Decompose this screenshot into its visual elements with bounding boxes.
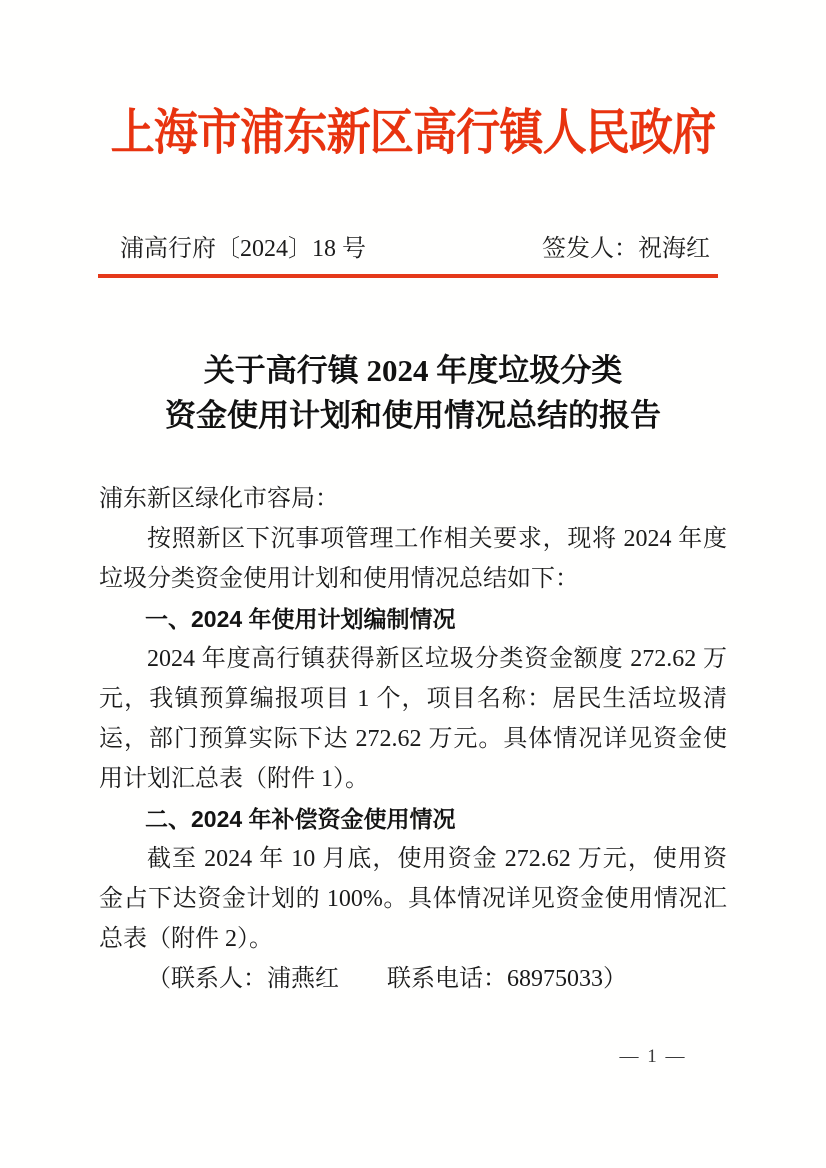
- section-2-heading: 二、2024 年补偿资金使用情况: [145, 806, 456, 832]
- document-body: [99, 479, 727, 999]
- section-1-heading: 一、2024 年使用计划编制情况: [145, 606, 456, 632]
- document-title-line1: 关于高行镇 2024 年度垃圾分类: [203, 353, 623, 388]
- salutation: 浦东新区绿化市容局：: [99, 486, 339, 512]
- section-2-paragraph: 截至 2024 年 10 月底，使用资金 272.62 万元，使用资金占下达资金计划的 100%。具体情况详见资金使用情况汇总表（附件 2）。: [99, 846, 727, 952]
- section-1-paragraph: 2024 年度高行镇获得新区垃圾分类资金额度 272.62 万元，我镇预算编报项目 1 个，项目名称：居民生活垃圾清运，部门预算实际下达 272.62 万元。具体情况详见资金使用计划汇总表（附件 1）。: [99, 646, 727, 792]
- document-title-line2: 资金使用计划和使用情况总结的报告: [165, 398, 661, 433]
- page-number: — 1 —: [619, 1046, 687, 1067]
- intro-paragraph: 按照新区下沉事项管理工作相关要求，现将 2024 年度垃圾分类资金使用计划和使用情况总结如下：: [99, 526, 727, 592]
- document-number-line: [98, 233, 718, 265]
- document-title: [0, 348, 826, 438]
- letterhead-org-name: 上海市浦东新区高行镇人民政府: [110, 105, 716, 160]
- contact-line: （联系人：浦燕红 联系电话：68975033）: [147, 966, 627, 992]
- letterhead-divider-rule: [98, 274, 718, 278]
- document-number: 浦高行府〔2024〕18 号: [120, 236, 366, 262]
- issuer-name: 签发人：祝海红: [542, 236, 710, 262]
